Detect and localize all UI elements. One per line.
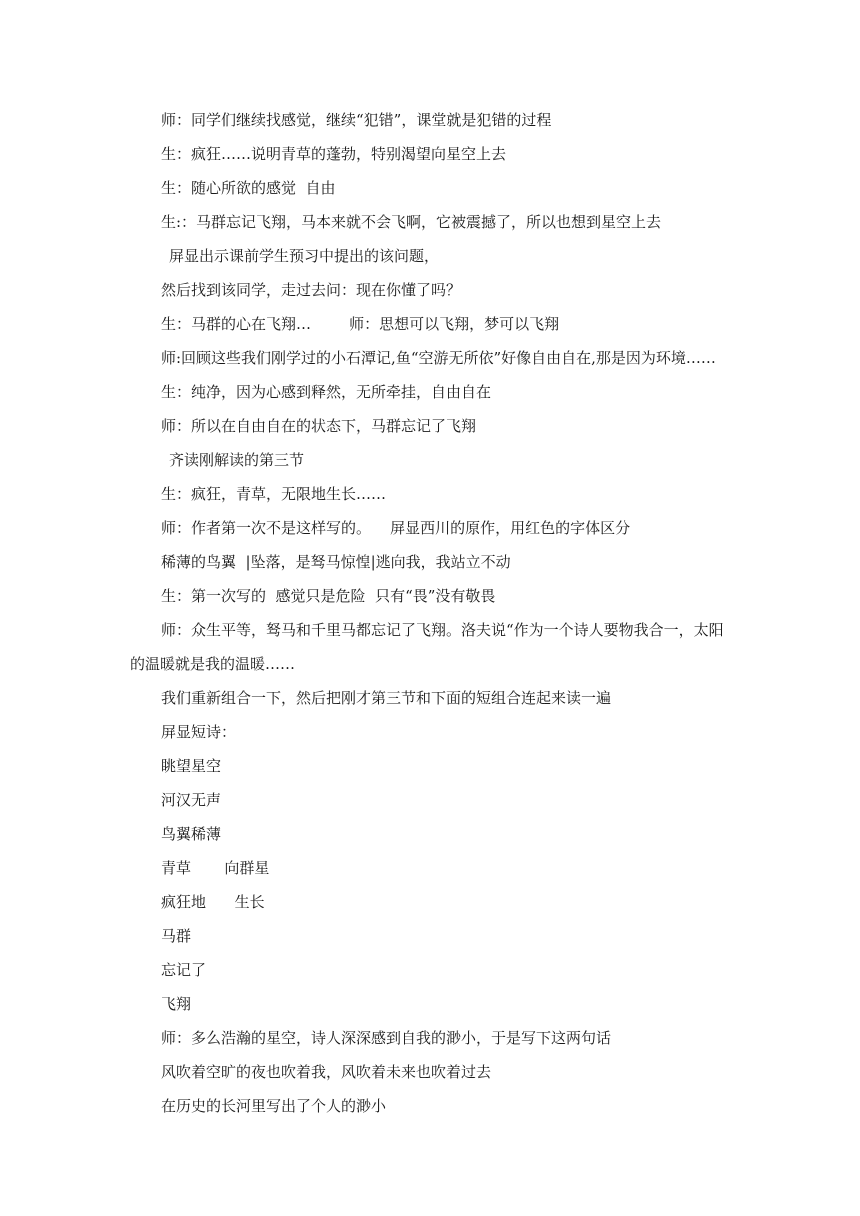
- poem-line: 忘记了: [161, 961, 207, 979]
- text-line: 我们重新组合一下，然后把刚才第三节和下面的短组合连起来读一遍: [161, 689, 612, 707]
- text-line: 风吹着空旷的夜也吹着我，风吹着未来也吹着过去: [161, 1063, 492, 1081]
- poem-line: 鸟翼稀薄: [161, 825, 222, 843]
- text-line: 生：疯狂，青草，无限地生长……: [161, 485, 387, 503]
- text-line: 师：同学们继续找感觉，继续“犯错”，课堂就是犯错的过程: [161, 111, 552, 129]
- poem-line: 马群: [161, 927, 192, 945]
- text-line: 生:：马群忘记飞翔，马本来就不会飞啊，它被震撼了，所以也想到星空上去: [161, 213, 662, 231]
- text-line: 的温暖就是我的温暖……: [130, 655, 296, 673]
- text-line: 屏显短诗：: [161, 723, 237, 741]
- text-line: 生：马群的心在飞翔… 师：思想可以飞翔，梦可以飞翔: [161, 315, 560, 333]
- text-line: 生：纯净，因为心感到释然，无所牵挂，自由自在: [161, 383, 492, 401]
- text-line: 齐读刚解读的第三节: [169, 451, 305, 469]
- poem-line: 河汉无声: [161, 791, 222, 809]
- text-line: 师：所以在自由自在的状态下，马群忘记了飞翔: [161, 417, 477, 435]
- text-line: 稀薄的鸟翼 |坠落，是驽马惊惶|逃向我，我站立不动: [161, 553, 511, 571]
- text-line: 师：多么浩瀚的星空，诗人深深感到自我的渺小，于是写下这两句话: [161, 1029, 612, 1047]
- text-line: 然后找到该同学，走过去问：现在你懂了吗？: [161, 281, 462, 299]
- text-line: 师：众生平等，驽马和千里马都忘记了飞翔。洛夫说“作为一个诗人要物我合一，太阳: [161, 621, 724, 639]
- text-line: 师:回顾这些我们刚学过的小石潭记,鱼“空游无所依”好像自由自在,那是因为环境……: [161, 349, 716, 367]
- text-line: 师：作者第一次不是这样写的。 屏显西川的原作，用红色的字体区分: [161, 519, 631, 537]
- poem-line: 眺望星空: [161, 757, 222, 775]
- poem-line: 飞翔: [161, 995, 192, 1013]
- poem-line: 疯狂地 生长: [161, 893, 265, 911]
- text-line: 在历史的长河里写出了个人的渺小: [161, 1097, 387, 1115]
- text-line: 屏显出示课前学生预习中提出的该问题，: [169, 247, 440, 265]
- text-line: 生：疯狂……说明青草的蓬勃，特别渴望向星空上去: [161, 145, 507, 163]
- text-line: 生：随心所欲的感觉 自由: [161, 179, 336, 197]
- text-line: 生：第一次写的 感觉只是危险 只有“畏”没有敬畏: [161, 587, 496, 605]
- poem-line: 青草 向群星: [161, 859, 270, 877]
